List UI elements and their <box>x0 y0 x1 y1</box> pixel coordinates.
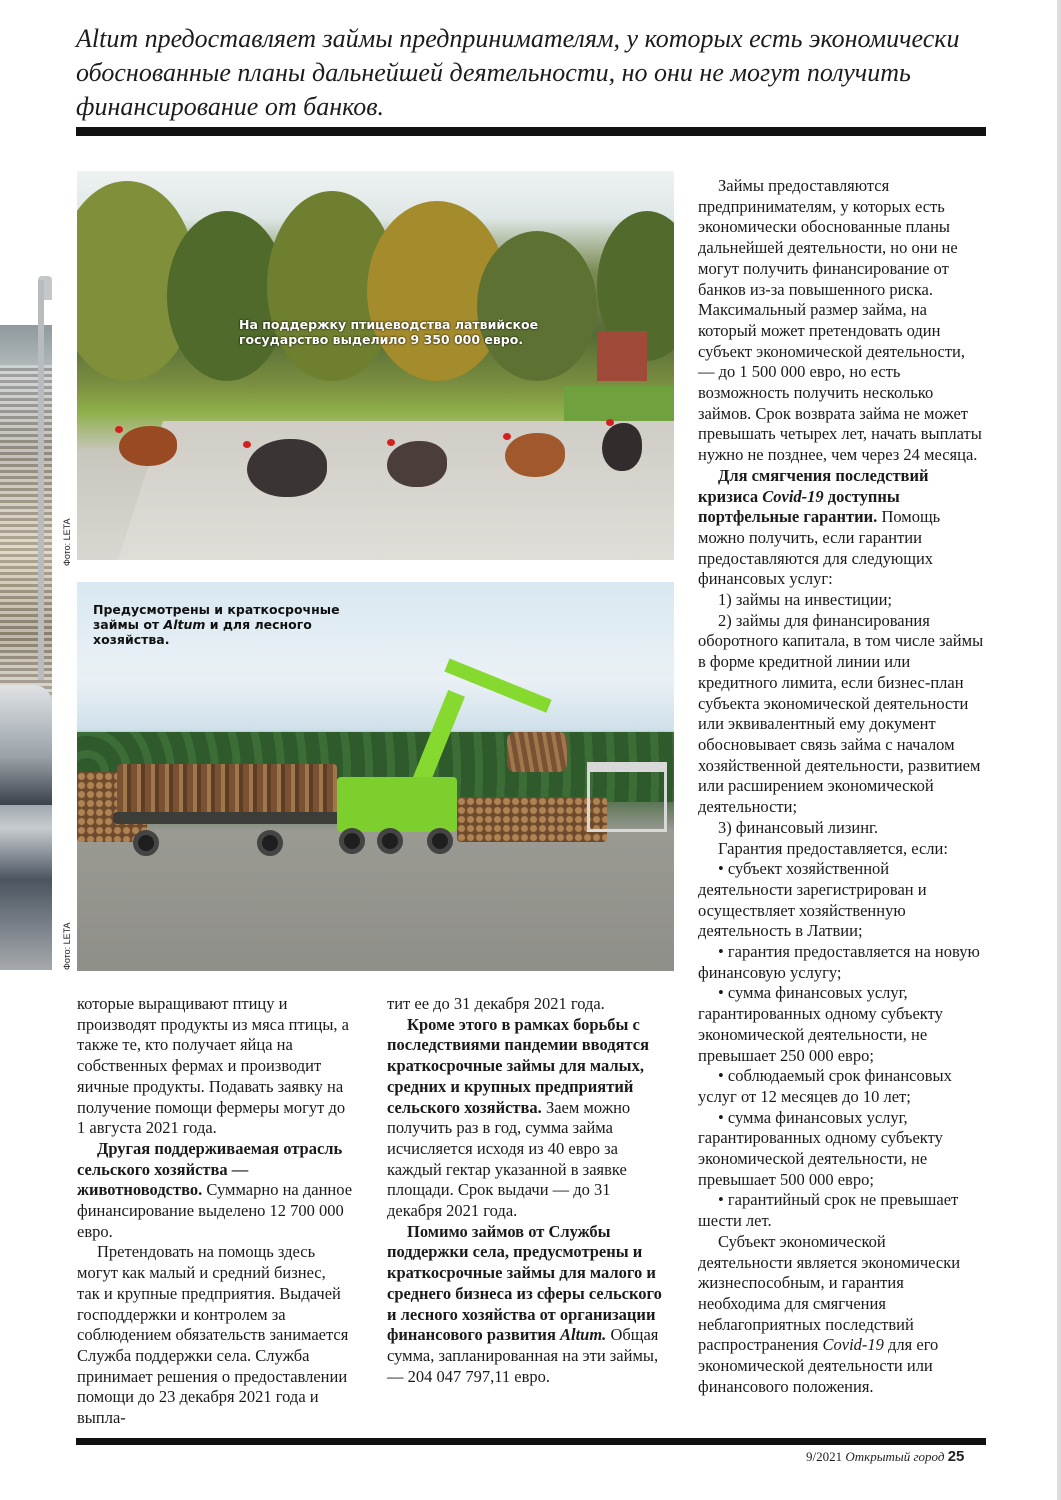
hen <box>602 423 642 471</box>
photo-credit: Фото: LETA <box>62 518 72 566</box>
bullet-item: • субъект хозяйственной деятельности зарегистрирован и осуществляет хозяйственную деятельность в Латвии; <box>698 859 927 941</box>
paragraph: Другая поддерживаемая отрасль сельского хозяйства — животноводство. Суммарно на данное финансирование выделено 12 700 000 евро. <box>77 1138 353 1241</box>
paragraph: Гарантия предоставляется, если: <box>718 838 948 858</box>
street-lamp-pole <box>38 280 44 680</box>
top-rule <box>76 127 986 136</box>
hen <box>505 433 565 477</box>
paragraph: Помимо займов от Службы поддержки села, предусмотрены и краткосрочные займы для малого и среднего бизнеса из сферы сельского и лесного хозяйства от организации финансового развития Altum. Общая сумма, запланированная на эти займы, — 204 047 797,11 евро. <box>387 1221 662 1386</box>
list-item: 2) займы для финансирования оборотного капитала, в том числе займы в форме кредитной линии или кредитного лимита, если бизнес-план субъекта экономической деятельности или эквивалентный ему документ обосновывает связь займа с началом хозяйственной деятельности, развитием или расширением экономической деятельности; <box>698 610 984 817</box>
article-column-2 <box>387 994 662 1387</box>
paragraph: Для смягчения последствий кризиса Covid-19 доступны портфельные гарантии. Помощь можно получить, если гарантии предоставляются для следующих финансовых услуг: <box>698 465 941 589</box>
article-column-3 <box>698 176 984 1397</box>
list-item: 1) займы на инвестиции; <box>718 590 892 610</box>
bullet-item: • соблюдаемый срок финансовых услуг от 12 месяцев до 10 лет; <box>698 1066 952 1106</box>
page-edge <box>1057 0 1061 1500</box>
paragraph: тит ее до 31 декабря 2021 года. <box>387 994 605 1013</box>
bottom-rule <box>76 1438 986 1445</box>
paragraph: Займы предоставляются предпринимателям, у которых есть экономически обоснованные планы дальнейшей деятельности, но они не могут получить финансирование от банков из-за повышенного риска. Максимальный размер займа, на который может претендовать один субъект экономической деятельности, — до 1 500 000 евро, но есть возможность получить несколько займов. Срок возврата займа не может превышать четырех лет, начать выплаты нужно не позднее, чем через 24 месяца. <box>698 176 982 465</box>
photo-timber <box>77 582 674 971</box>
photo-caption: На поддержку птицеводства латвийское государство выделило 9 350 000 евро. <box>239 317 539 347</box>
hen <box>387 441 447 487</box>
photo-caption: Предусмотрены и краткосрочные займы от Altum и для лесного хозяйства. <box>93 602 340 647</box>
paragraph: которые выращивают птицу и производят продукты из мяса птицы, а также те, кто получает яйца на собственных фермах и производит яичные продукты. Подавать заявку на получение помощи фермеры могут до 1 августа 2021 года. <box>77 994 350 1138</box>
bullet-item: • гарантийный срок не превышает шести лет. <box>698 1190 959 1231</box>
bullet-item: • сумма финансовых услуг, гарантированных одному субъекту экономической деятельности, не превышает 500 000 евро; <box>698 1107 943 1189</box>
left-edge-photo <box>0 325 52 970</box>
paragraph: Кроме этого в рамках борьбы с последствиями пандемии вводятся краткосрочные займы для малых, средних и крупных предприятий сельского хозяйства. Заем можно получить раз в год, сумма займа исчисляется исходя из 40 евро за каждый гектар указанной в заявке площади. Срок выдачи — до 31 декабря 2021 года. <box>387 1014 650 1221</box>
list-item: 3) финансовый лизинг. <box>718 817 879 837</box>
article-column-1 <box>77 994 352 1429</box>
hen <box>119 426 177 466</box>
photo-credit: Фото: LETA <box>62 922 72 970</box>
paragraph: Субъект экономической деятельности является экономически жизнеспособным, и гарантия необходима для смягчения неблагоприятных последствий распространения Covid-19 для его экономической деятельности или финансового положения. <box>698 1231 961 1396</box>
bullet-item: • сумма финансовых услуг, гарантированных одному субъекту экономической деятельности, не превышает 250 000 евро; <box>698 983 943 1065</box>
page-footer: 9/2021 Открытый город 25 <box>806 1448 965 1465</box>
paragraph: Претендовать на помощь здесь могут как малый и средний бизнес, так и крупные предприятия. Выдачей господдержки и контролем за соблюдением обязательств занимается Служба поддержки села. Служба принимает решения о предоставлении помощи до 23 декабря 2021 года и выпла- <box>77 1242 349 1428</box>
page-number: 25 <box>947 1448 965 1465</box>
pull-quote: Altum предоставляет займы предпринимателям, у которых есть экономически обоснованные планы дальнейшей деятельности, но они не могут получить финансирование от банков. <box>76 24 960 121</box>
hen <box>247 439 327 497</box>
photo-chickens <box>77 171 674 560</box>
bullet-item: • гарантия предоставляется на новую финансовую услугу; <box>698 942 980 982</box>
